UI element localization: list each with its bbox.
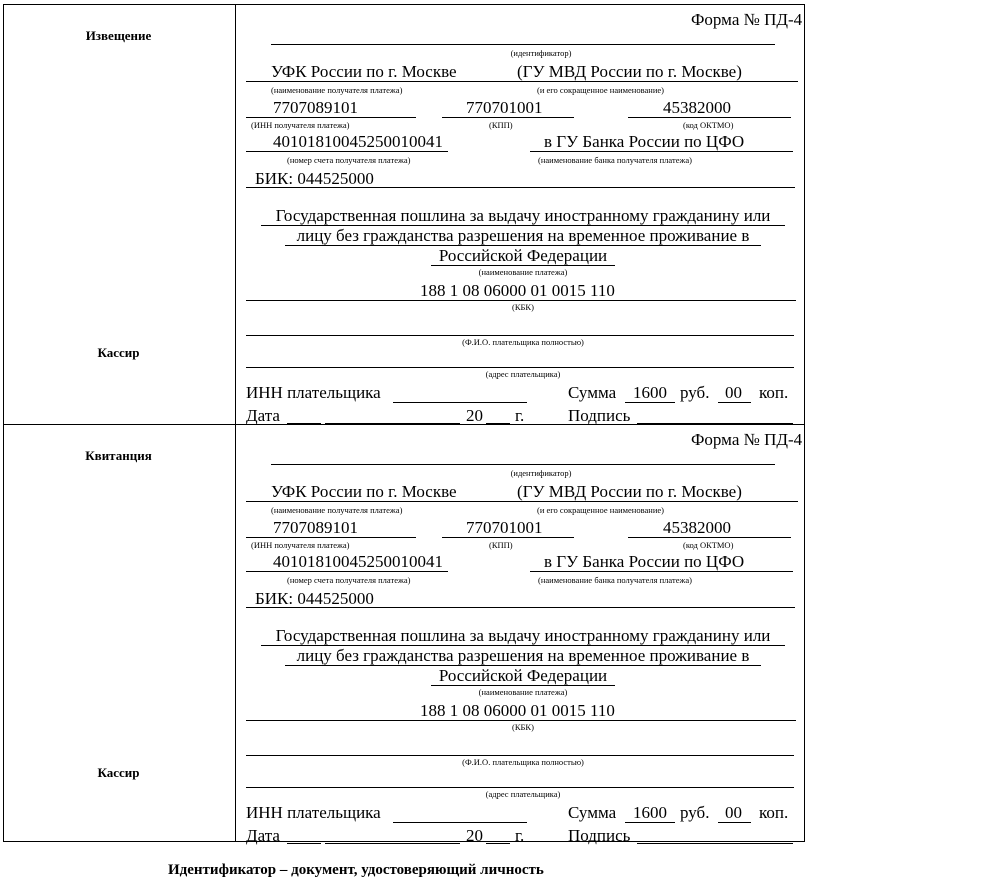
recipient-name: УФК России по г. Москве bbox=[271, 482, 457, 501]
receipt-section bbox=[3, 424, 805, 843]
rub-label: руб. bbox=[680, 803, 710, 822]
kbk-value: 188 1 08 06000 01 0015 110 bbox=[420, 701, 615, 720]
kop-label: коп. bbox=[759, 803, 789, 822]
signature-label: Подпись bbox=[568, 826, 631, 845]
signature-label: Подпись bbox=[568, 406, 631, 425]
bank-caption: (наименование банка получателя платежа) bbox=[538, 155, 692, 165]
account-caption: (номер счета получателя платежа) bbox=[287, 155, 411, 165]
year-suffix: г. bbox=[515, 406, 525, 425]
payer-inn-line[interactable] bbox=[393, 402, 527, 403]
payer-name-line[interactable] bbox=[246, 755, 794, 756]
oktmo-caption: (код ОКТМО) bbox=[683, 120, 734, 130]
inn-caption: (ИНН получателя платежа) bbox=[251, 120, 350, 130]
year-suffix: г. bbox=[515, 826, 525, 845]
identifier-line[interactable] bbox=[271, 464, 775, 465]
sum-label: Сумма bbox=[568, 803, 617, 822]
oktmo-caption: (код ОКТМО) bbox=[683, 540, 734, 550]
payment-name-1: Государственная пошлина за выдачу иностранному гражданину или bbox=[275, 626, 771, 645]
bank-name: в ГУ Банка России по ЦФО bbox=[544, 132, 745, 151]
date-year-line[interactable] bbox=[486, 843, 510, 844]
inn-value: 7707089101 bbox=[273, 98, 358, 117]
inn-caption: (ИНН получателя платежа) bbox=[251, 540, 350, 550]
footer-note: Идентификатор – документ, удостоверяющий личность bbox=[168, 862, 544, 878]
payer-address-caption: (адрес плательщика) bbox=[485, 369, 561, 379]
date-month-line[interactable] bbox=[325, 843, 460, 844]
payer-inn-line[interactable] bbox=[393, 822, 527, 823]
date-day-line[interactable] bbox=[287, 843, 321, 844]
side-label: Квитанция bbox=[85, 448, 152, 463]
side-label: Извещение bbox=[85, 28, 152, 43]
payment-name-2: лицу без гражданства разрешения на временное проживание в bbox=[296, 646, 750, 665]
payment-caption: (наименование платежа) bbox=[478, 267, 568, 277]
payment-name-2: лицу без гражданства разрешения на временное проживание в bbox=[296, 226, 750, 245]
kop-label: коп. bbox=[759, 383, 789, 402]
form-title: Форма № ПД-4 bbox=[691, 430, 803, 449]
payer-address-line[interactable] bbox=[246, 367, 794, 368]
year-prefix: 20 bbox=[466, 826, 483, 845]
recipient-short-name: (ГУ МВД России по г. Москве) bbox=[517, 62, 742, 81]
signature-line[interactable] bbox=[637, 843, 793, 844]
identifier-line[interactable] bbox=[271, 44, 775, 45]
payer-inn-label: ИНН плательщика bbox=[246, 803, 381, 822]
bik: БИК: 044525000 bbox=[255, 589, 374, 608]
oktmo-value: 45382000 bbox=[663, 98, 731, 117]
cashier-label: Кассир bbox=[97, 345, 140, 360]
payment-caption: (наименование платежа) bbox=[478, 687, 568, 697]
account-number: 40101810045250010041 bbox=[273, 552, 443, 571]
payer-name-caption: (Ф.И.О. плательщика полностью) bbox=[462, 337, 584, 347]
year-prefix: 20 bbox=[466, 406, 483, 425]
recipient-name: УФК России по г. Москве bbox=[271, 62, 457, 81]
recipient-short-name: (ГУ МВД России по г. Москве) bbox=[517, 482, 742, 501]
sum-kop: 00 bbox=[725, 383, 742, 402]
kbk-caption: (КБК) bbox=[512, 302, 534, 312]
payer-name-line[interactable] bbox=[246, 335, 794, 336]
payment-name-1: Государственная пошлина за выдачу иностранному гражданину или bbox=[275, 206, 771, 225]
bik: БИК: 044525000 bbox=[255, 169, 374, 188]
date-label: Дата bbox=[246, 406, 280, 425]
form-title: Форма № ПД-4 bbox=[691, 10, 803, 29]
kbk-caption: (КБК) bbox=[512, 722, 534, 732]
payer-inn-label: ИНН плательщика bbox=[246, 383, 381, 402]
bank-caption: (наименование банка получателя платежа) bbox=[538, 575, 692, 585]
kpp-value: 770701001 bbox=[466, 518, 543, 537]
date-label: Дата bbox=[246, 826, 280, 845]
payer-name-caption: (Ф.И.О. плательщика полностью) bbox=[462, 757, 584, 767]
recipient-short-caption: (и его сокращенное наименование) bbox=[537, 85, 664, 95]
sum-kop: 00 bbox=[725, 803, 742, 822]
identifier-caption: (идентификатор) bbox=[510, 48, 572, 58]
notice-section bbox=[3, 4, 805, 423]
kpp-value: 770701001 bbox=[466, 98, 543, 117]
bank-name: в ГУ Банка России по ЦФО bbox=[544, 552, 745, 571]
payment-name-3: Российской Федерации bbox=[438, 666, 608, 685]
kpp-caption: (КПП) bbox=[489, 540, 513, 550]
rub-label: руб. bbox=[680, 383, 710, 402]
sum-rub: 1600 bbox=[633, 803, 667, 822]
payment-name-3: Российской Федерации bbox=[438, 246, 608, 265]
inn-value: 7707089101 bbox=[273, 518, 358, 537]
sum-rub: 1600 bbox=[633, 383, 667, 402]
kbk-value: 188 1 08 06000 01 0015 110 bbox=[420, 281, 615, 300]
kpp-caption: (КПП) bbox=[489, 120, 513, 130]
account-number: 40101810045250010041 bbox=[273, 132, 443, 151]
payer-address-caption: (адрес плательщика) bbox=[485, 789, 561, 799]
cashier-label: Кассир bbox=[97, 765, 140, 780]
recipient-name-caption: (наименование получателя платежа) bbox=[271, 505, 403, 515]
recipient-short-caption: (и его сокращенное наименование) bbox=[537, 505, 664, 515]
identifier-caption: (идентификатор) bbox=[510, 468, 572, 478]
account-caption: (номер счета получателя платежа) bbox=[287, 575, 411, 585]
recipient-name-caption: (наименование получателя платежа) bbox=[271, 85, 403, 95]
sum-label: Сумма bbox=[568, 383, 617, 402]
oktmo-value: 45382000 bbox=[663, 518, 731, 537]
payer-address-line[interactable] bbox=[246, 787, 794, 788]
